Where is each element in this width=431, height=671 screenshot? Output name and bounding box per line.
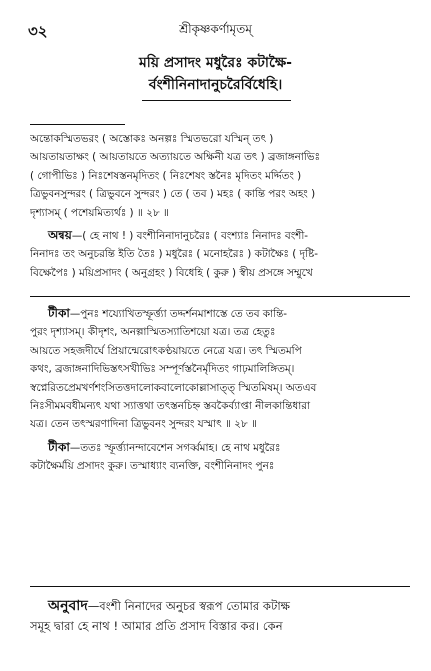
anvaya-line: বিক্ষেপৈঃ ) ময়িপ্রসাদং ( অনুগ্রহং ) বিধেহি ( কুরু ) স্বীয় প্রসঙ্গে সম্মুখে <box>30 266 313 279</box>
page-number: ৩২ <box>28 22 48 40</box>
tika-section-1 <box>30 304 410 434</box>
gloss-line: দৃশ্যাসম্ ( পশেয়মিত্যর্থঃ ) ॥ ২৮ ॥ <box>30 206 169 219</box>
tika-line: যত্র। তেন তৎস্মরণাদিনা ত্রিভুবনং সুন্দরং যস্মাৎ ॥ ২৮ ॥ <box>30 418 257 431</box>
verse-text <box>30 52 401 96</box>
translation-label: অনুবাদ <box>48 598 88 614</box>
tika-line: আয়তে সহজদীর্ঘে প্রিয়ান্মেরোৎকণ্ঠয়ায়তে নেত্রে যত্র। তৎ স্মিতমপি <box>30 344 302 357</box>
section-divider-left <box>30 124 125 125</box>
tika-label: টীকা <box>48 440 70 454</box>
tika-line: কটাক্ষৈর্ময়ি প্রসাদং কুরু। তস্মাধ্যাং ব্যনক্তি, বংশীনিনাদং পুনঃ <box>30 460 275 473</box>
tika-section-2 <box>30 438 410 476</box>
translation-line: —বংশী নিনাদের অনুচর স্বরূপ তোমার কটাক্ষ <box>87 599 291 613</box>
anvaya-line: নিনাদঃ তং অনুচরন্তি ইতি তৈঃ ) মধুরৈঃ ( মনোহরৈঃ ) কটাক্ষৈঃ ( দৃষ্টি- <box>30 248 319 261</box>
tika-line: —ততঃ স্ফূর্ত্ত্যানন্দাবেশেন সগর্ব্বমাহ। হে নাথ মধুরৈঃ <box>69 442 281 454</box>
tika-label: টীকা <box>48 306 70 320</box>
gloss-line: অন্তোকস্মিতভরং ( অস্তোকঃ অনল্পঃ স্মিতভরো যস্মিন্ তৎ ) <box>30 133 274 145</box>
tika-line: নিঃসীমমবধীমন্যৎ যথা স্যাত্তথা তৎস্তনচিহ্ন স্তবকৈর্ব্যাপ্তা নীলকান্তিধারা <box>30 400 310 413</box>
commentary-word-glosses <box>30 130 410 222</box>
translation-divider <box>30 586 410 587</box>
page-header <box>0 20 431 42</box>
tika-line: স্বপ্নেরিতপ্রেমখর্ণশংসিতত্তদালোকবালোকোল্লাসাত্ত্ স্মিতমিষম্। অতএব <box>30 381 317 394</box>
section-divider <box>30 296 410 297</box>
tika-line: কথং, ব্রজাঙ্গনাদিভিস্তৎসখীভিঃ সম্পূর্ণস্তনৈর্মৃদিতং গাঢ়মালিঙ্গিতম্। <box>30 363 295 376</box>
translation-line: সমূহ দ্বারা হে নাথ ! আমার প্রতি প্রসাদ বিস্তার কর। কেন <box>30 619 283 633</box>
anvaya-line: —( হে নাথ ! ) বংশীনিনাদানুচরৈঃ ( বংশ্যাঃ নিনাদঃ বংশী- <box>71 230 309 242</box>
running-title: শ্রীকৃষ্ণকর্ণামৃতম্ <box>179 22 252 36</box>
gloss-line: ত্রিভুবনসুন্দরং ( ত্রিভুবনে সুন্দরং ) তে ( তব ) মহঃ ( কান্তি পরং অহং ) <box>30 188 316 201</box>
gloss-line: ( গোপীভিঃ ) নিঃশেষস্তনমৃদিতং ( নিঃশেষং স্তনৈঃ মৃদিতং মর্দ্দিতং ) <box>30 169 302 182</box>
anvaya-section <box>30 226 410 282</box>
gloss-line: আয়তায়তাক্ষং ( আয়তায়তে অত্যায়তে অক্ষিনী যত্র তৎ ) ব্রজাঙ্গনাভিঃ <box>30 151 321 164</box>
verse-divider <box>142 100 291 101</box>
translation-section <box>30 596 410 636</box>
verse-line-1: ময়ি প্রসাদং মধুরৈঃ কটাক্ষৈ- <box>139 55 292 71</box>
anvaya-label: অন্বয় <box>48 228 72 242</box>
tika-line: পুরং দৃশ্যাসম্। কীদৃশং, অনল্পাস্মিতস্যাতিশয়ো যত্র। তত্র হেতুঃ <box>30 326 276 339</box>
verse-line-2: র্বংশীনিনাদানুচরৈর্বিধেহি। <box>148 77 283 93</box>
tika-line: —পুনঃ শয্যোখিতস্ফূর্ত্ত্যা তদ্দর্শনমাশাস্তে তে তব কান্তি- <box>69 308 287 320</box>
